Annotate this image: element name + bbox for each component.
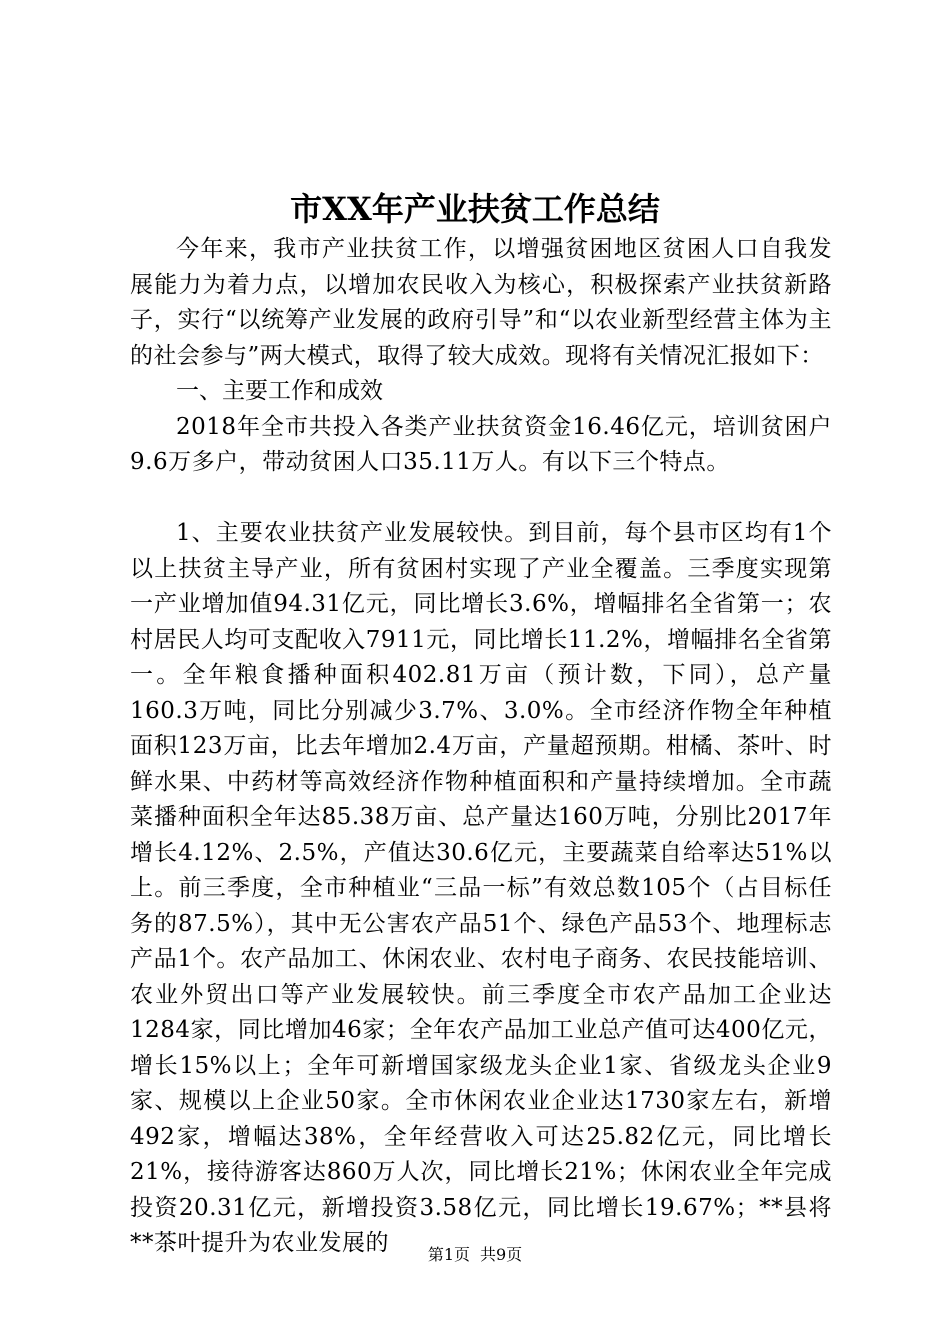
point-one-paragraph: 1、主要农业扶贫产业发展较快。到目前，每个县市区均有1个以上扶贫主导产业，所有贫困村实现了产业全覆盖。三季度实现第一产业增加值94.31亿元，同比增长3.6%，增幅排名全省第一；农村居民人均可支配收入7911元，同比增长11.2%，增幅排名全省第一。全年粮食播种面积402.81万亩（预计数，下同），总产量160.3万吨，同比分别减少3.7%、3.0%。全市经济作物全年种植面积123万亩，比去年增加2.4万亩，产量超预期。柑橘、茶叶、时鲜水果、中药材等高效经济作物种植面积和产量持续增加。全市蔬菜播种面积全年达85.38万亩、总产量达160万吨，分别比2017年增长4.12%、2.5%，产值达30.6亿元，主要蔬菜自给率达51%以上。前三季度，全市种植业“三品一标”有效总数105个（占目标任务的87.5%），其中无公害农产品51个、绿色产品53个、地理标志产品1个。农产品加工、休闲农业、农村电子商务、农民技能培训、农业外贸出口等产业发展较快。前三季度全市农产品加工企业达1284家，同比增加46家；全年农产品加工业总产值可达400亿元，增长15%以上；全年可新增国家级龙头企业1家、省级龙头企业9家、规模以上企业50家。全市休闲农业企业达1730家左右，新增492家，增幅达38%，全年经营收入可达25.82亿元，同比增长21%，接待游客达860万人次，同比增长21%；休闲农业全年完成投资20.31亿元，新增投资3.58亿元，同比增长19.67%；**县将**茶叶提升为农业发展的: [130, 520, 832, 1256]
document-body: [130, 232, 832, 1262]
summary-paragraph: 2018年全市共投入各类产业扶贫资金16.46亿元，培训贫困户9.6万多户，带动贫困人口35.11万人。有以下三个特点。: [130, 413, 832, 475]
page-total: 共9页: [480, 1245, 523, 1264]
intro-paragraph: 今年来，我市产业扶贫工作，以增强贫困地区贫困人口自我发展能力为着力点，以增加农民收入为核心，积极探索产业扶贫新路子，实行“以统筹产业发展的政府引导”和“以农业新型经营主体为主的社会参与”两大模式，取得了较大成效。现将有关情况汇报如下：: [130, 236, 832, 369]
page-number: 第1页: [427, 1245, 470, 1264]
page-footer: [0, 1244, 950, 1266]
paragraph-spacer: [130, 481, 832, 517]
section-heading-main-work: 一、主要工作和成效: [176, 378, 383, 404]
document-title: 市XX年产业扶贫工作总结: [290, 190, 660, 228]
